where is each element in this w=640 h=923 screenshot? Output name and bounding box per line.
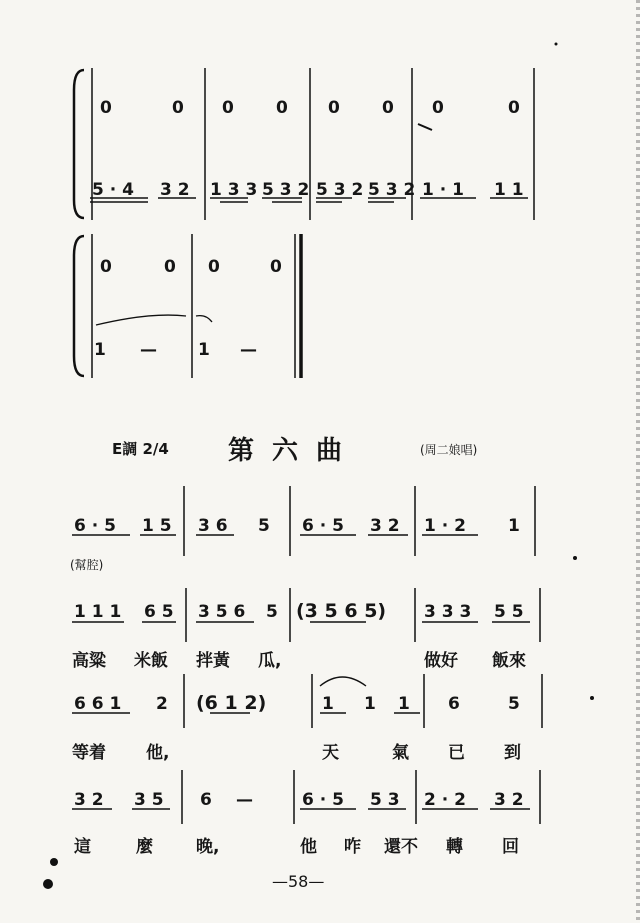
melody-note: 6: [200, 790, 212, 810]
melody-note: 3 2: [74, 790, 104, 810]
melody-note: 3 3 3: [424, 602, 472, 622]
melody-note: (3 5 6 5): [296, 600, 387, 622]
page-number: —58—: [272, 872, 325, 891]
s1-upper-note: 0: [172, 98, 184, 118]
piece-title: 第六曲: [228, 436, 361, 466]
melody-note: 6 5: [144, 602, 174, 622]
melody-note: 6 · 5: [302, 790, 344, 810]
lyric: 已: [448, 743, 465, 763]
lyric: 轉: [446, 837, 463, 857]
melody-note: 5 3: [370, 790, 400, 810]
melody-note: 3 2: [370, 516, 400, 536]
s1-lower-note: 5 3 2: [262, 180, 310, 200]
lyric: 天: [322, 743, 339, 763]
melody-note: 6: [448, 694, 460, 714]
singer-credit: (周二娘唱): [420, 443, 478, 457]
melody-note: —: [236, 790, 253, 810]
lyric: 等着: [72, 743, 106, 763]
lyric: 晚,: [196, 837, 220, 857]
melody-note: 3 2: [494, 790, 524, 810]
melody-note: 3 5 6: [198, 602, 246, 622]
lyric: 麼: [136, 837, 153, 857]
s1-lower-note: 5 · 4: [92, 180, 134, 200]
s1-lower-note: 1 1: [494, 180, 524, 200]
melody-note: 1 · 2: [424, 516, 466, 536]
s1-upper-note: 0: [508, 98, 520, 118]
lyric: 飯來: [492, 651, 526, 671]
melody-note: (6 1 2): [196, 692, 267, 714]
melody-note: 5: [266, 602, 278, 622]
lyric: 他: [300, 837, 317, 857]
chorus-note: (幫腔): [70, 558, 104, 572]
s1-upper-note: 0: [432, 98, 444, 118]
lyric: 咋: [344, 837, 361, 857]
s1-upper-note: 0: [276, 98, 288, 118]
page-edge: [636, 0, 640, 923]
melody-note: 6 · 5: [74, 516, 116, 536]
s2-upper-note: 0: [208, 257, 220, 277]
melody-note: 3 5: [134, 790, 164, 810]
melody-note: 5: [258, 516, 270, 536]
s2-upper-note: 0: [100, 257, 112, 277]
key-signature: E調 2/4: [112, 440, 169, 458]
melody-note: 5: [508, 694, 520, 714]
s2-lower-note: 1: [198, 340, 210, 360]
melody-note: 3 6: [198, 516, 228, 536]
melody-note: 1: [322, 694, 334, 714]
melody-note: 1: [508, 516, 520, 536]
s1-upper-note: 0: [382, 98, 394, 118]
melody-note: 6 · 5: [302, 516, 344, 536]
lyric: 這: [74, 837, 91, 857]
s1-lower-note: 1 3 3: [210, 180, 258, 200]
lyric: 高粱: [72, 651, 106, 671]
melody-note: 2: [156, 694, 168, 714]
s2-upper-note: 0: [270, 257, 282, 277]
lyric: 米飯: [134, 651, 168, 671]
melody-note: 1: [398, 694, 410, 714]
melody-note: 5 5: [494, 602, 524, 622]
lyric: 拌黃: [196, 651, 230, 671]
s2-lower-note: —: [140, 340, 157, 360]
s1-lower-note: 5 3 2: [368, 180, 416, 200]
melody-note: 6 6 1: [74, 694, 122, 714]
melody-note: 1 5: [142, 516, 172, 536]
melody-note: 2 · 2: [424, 790, 466, 810]
s1-upper-note: 0: [100, 98, 112, 118]
s1-lower-note: 3 2: [160, 180, 190, 200]
melody-note: 1 1 1: [74, 602, 122, 622]
lyric: 到: [504, 743, 521, 763]
s2-lower-note: —: [240, 340, 257, 360]
lyric: 他,: [146, 743, 170, 763]
lyric: 還不: [384, 837, 418, 857]
s1-upper-note: 0: [328, 98, 340, 118]
lyric: 氣: [392, 743, 409, 763]
lyric: 回: [502, 837, 519, 857]
s1-lower-note: 5 3 2: [316, 180, 364, 200]
s2-upper-note: 0: [164, 257, 176, 277]
s1-lower-note: 1 · 1: [422, 180, 464, 200]
melody-note: 1: [364, 694, 376, 714]
lyric: 做好: [424, 651, 458, 671]
lyric: 瓜,: [258, 651, 282, 671]
s2-lower-note: 1: [94, 340, 106, 360]
s1-upper-note: 0: [222, 98, 234, 118]
